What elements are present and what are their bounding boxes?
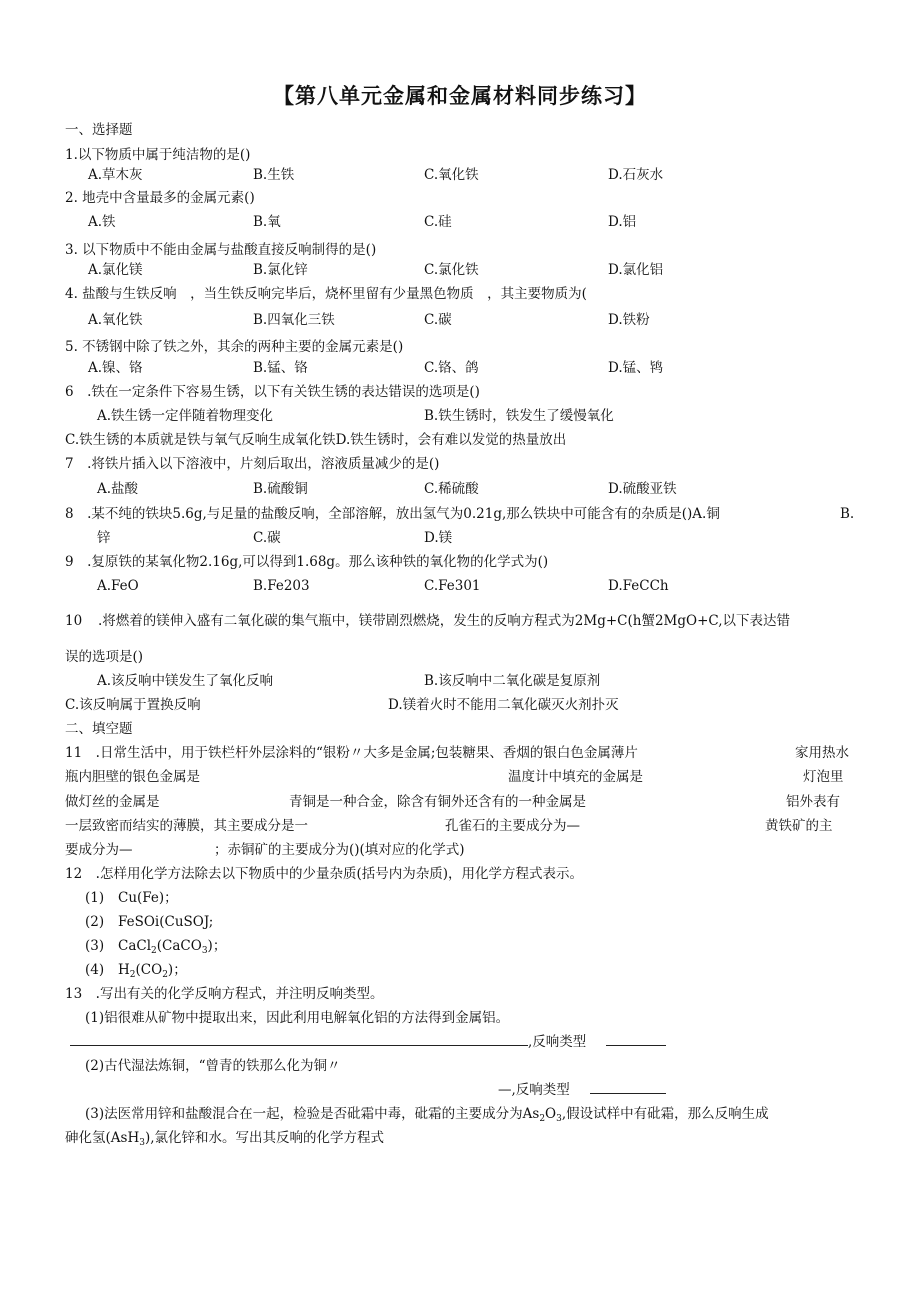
q6-option-c-d: C.铁生锈的本质就是铁与氧气反响生成氧化铁D.铁生锈时，会有难以发觉的热量放出 <box>65 432 567 448</box>
q12-item2: FeSOi(CuSOJ; <box>118 914 214 930</box>
q2-option-c: C.硅 <box>424 214 452 230</box>
q2-option-d: D.铝 <box>608 214 637 230</box>
q2-option-a: A.铁 <box>88 214 116 230</box>
q11-line2: 瓶内胆壁的银色金属是 <box>65 769 200 785</box>
page-title: 【第八单元金属和金属材料同步练习】 <box>273 83 647 108</box>
q12-item3-number: (3) <box>85 938 105 954</box>
q8-option-b: 锌 <box>97 530 111 546</box>
q11-line3: 做灯丝的金属是 <box>65 794 160 810</box>
q3-option-c: C.氯化铁 <box>424 262 479 278</box>
q7-option-c: C.稀硫酸 <box>424 481 479 497</box>
q4-stem: 4. 盐酸与生铁反响 ，当生铁反响完毕后，烧杯里留有少量黑色物质 ，其主要物质为( <box>65 286 587 302</box>
q10-option-b: B.该反响中二氧化碳是复原剂 <box>424 673 601 689</box>
q1-option-d: D.石灰水 <box>608 167 664 183</box>
q11-line1: 11 .日常生活中，用于铁栏杆外层涂料的“银粉〃大多是金属;包装糖果、香烟的银白色金属薄片 <box>65 745 638 761</box>
q6-option-a: A.铁生锈一定伴随着物理变化 <box>97 408 274 424</box>
q12-item4-number: (4) <box>85 962 105 978</box>
q8-option-c: C.碳 <box>253 530 281 546</box>
q12-item2-number: (2) <box>85 914 105 930</box>
q13-part2-type-label: —,反响类型 <box>498 1082 570 1098</box>
q11-line5-mid: ；赤铜矿的主要成分为()(填对应的化学式) <box>214 842 465 858</box>
q10-stem: .将燃着的镁伸入盛有二氧化碳的集气瓶中，镁带剧烈燃烧，发生的反响方程式为2Mg+C(h蟹2MgO+C,以下表达错 <box>98 613 791 629</box>
q3-stem: 3. 以下物质中不能由金属与盐酸直接反响制得的是() <box>65 242 377 258</box>
q4-option-c: C.碳 <box>424 312 452 328</box>
q10-option-d: D.镁着火时不能用二氧化碳灭火剂扑灭 <box>388 697 619 713</box>
q3-option-b: B.氯化锌 <box>253 262 308 278</box>
q1-stem: 1.以下物质中属于纯洁物的是() <box>65 147 251 163</box>
q11-line1-end: 家用热水 <box>795 745 849 761</box>
q13-part1-type-label: ,反响类型 <box>528 1034 587 1050</box>
q11-line2-mid: 温度计中填充的金属是 <box>508 769 643 785</box>
q13-part2-type-blank <box>590 1081 666 1099</box>
q8-stem: 8 .某不纯的铁块5.6g,与足量的盐酸反响，全部溶解，放出氢气为0.21g,那么铁块中可能含有的杂质是()A.铜 <box>65 506 720 522</box>
q9-option-b: B.Fe203 <box>253 578 310 594</box>
q4-option-a: A.氧化铁 <box>88 312 143 328</box>
q7-stem: 7 .将铁片插入以下溶液中，片刻后取出，溶液质量减少的是() <box>65 456 440 472</box>
q11-line4: 一层致密而结实的薄膜，其主要成分是一 <box>65 818 308 834</box>
q11-line5: 要成分为— <box>65 842 133 858</box>
q5-option-a: A.镍、铬 <box>88 360 143 376</box>
q10-option-a: A.该反响中镁发生了氧化反响 <box>97 673 274 689</box>
q12-item1-number: (1) <box>85 890 105 906</box>
q5-stem: 5. 不锈钢中除了铁之外，其余的两种主要的金属元素是() <box>65 339 404 355</box>
q1-option-a: A.草木灰 <box>88 167 143 183</box>
q9-stem: 9 .复原铁的某氧化物2.16g,可以得到1.68g。那么该种铁的氧化物的化学式为() <box>65 554 549 570</box>
q13-stem: 13 .写出有关的化学反响方程式，并注明反响类型。 <box>65 986 384 1002</box>
q11-line4-mid: 孔雀石的主要成分为— <box>445 818 580 834</box>
section-choice-heading: 一、选择题 <box>65 122 133 138</box>
q13-part1: (1)铝很难从矿物中提取出来，因此利用电解氧化铝的方法得到金属铝。 <box>85 1010 510 1026</box>
q11-line4-end: 黄铁矿的主 <box>765 818 833 834</box>
q10-number: 10 <box>65 613 83 629</box>
q11-line3-end: 铝外表有 <box>786 794 840 810</box>
q7-option-d: D.硫酸亚铁 <box>608 481 677 497</box>
q5-option-b: B.锰、铬 <box>253 360 308 376</box>
q13-part2: (2)古代湿法炼铜，“曾青的铁那么化为铜〃 <box>85 1058 341 1074</box>
q2-stem: 2. 地壳中含量最多的金属元素() <box>65 190 255 206</box>
q12-item4: $H_2(CO_2)$； <box>118 962 187 980</box>
q1-option-c: C.氧化铁 <box>424 167 479 183</box>
q10-option-c: C.该反响属于置换反响 <box>65 697 201 713</box>
q7-option-a: A.盐酸 <box>97 481 139 497</box>
q7-option-b: B.硫酸铜 <box>253 481 308 497</box>
q6-option-b: B.铁生锈时，铁发生了缓慢氧化 <box>424 408 614 424</box>
q4-option-d: D.铁粉 <box>608 312 650 328</box>
q5-option-c: C.铬、鸽 <box>424 360 479 376</box>
q10-stem-cont: 误的选项是() <box>65 649 144 665</box>
q4-option-b: B.四氧化三铁 <box>253 312 335 328</box>
q9-option-d: D.FeCCh <box>608 578 669 594</box>
q5-option-d: D.锰、鸨 <box>608 360 664 376</box>
q6-stem: 6 .铁在一定条件下容易生锈，以下有关铁生锈的表达错误的选项是() <box>65 384 480 400</box>
q9-option-c: C.Fe301 <box>424 578 481 594</box>
q12-item3: CaCl$_2$(CaCO$_3$)； <box>118 938 227 956</box>
q13-part3: (3)法医常用锌和盐酸混合在一起，检验是否砒霜中毒，砒霜的主要成分为$As_2O_3$,假设试样中有砒霜，那么反响生成 <box>85 1106 769 1124</box>
section-fill-heading: 二、填空题 <box>65 721 133 737</box>
q13-part1-type-blank <box>606 1033 666 1051</box>
q8-option-d: D.镁 <box>424 530 453 546</box>
q3-option-a: A.氯化镁 <box>88 262 143 278</box>
q11-line2-end: 灯泡里 <box>803 769 844 785</box>
q9-option-a: A.FeO <box>97 578 139 594</box>
q13-part1-answer-line <box>70 1033 528 1051</box>
q11-line3-mid: 青铜是一种合金，除含有铜外还含有的一种金属是 <box>289 794 586 810</box>
q13-part3-cont: 砷化氢(AsH$_3$),氯化锌和水。写出其反响的化学方程式 <box>65 1130 385 1148</box>
q12-stem: 12 .怎样用化学方法除去以下物质中的少量杂质(括号内为杂质)，用化学方程式表示。 <box>65 866 584 882</box>
q1-option-b: B.生铁 <box>253 167 295 183</box>
q12-item1: Cu(Fe)； <box>118 890 178 906</box>
q8-option-b-label: B. <box>840 506 855 522</box>
q2-option-b: B.氧 <box>253 214 281 230</box>
q3-option-d: D.氯化铝 <box>608 262 664 278</box>
